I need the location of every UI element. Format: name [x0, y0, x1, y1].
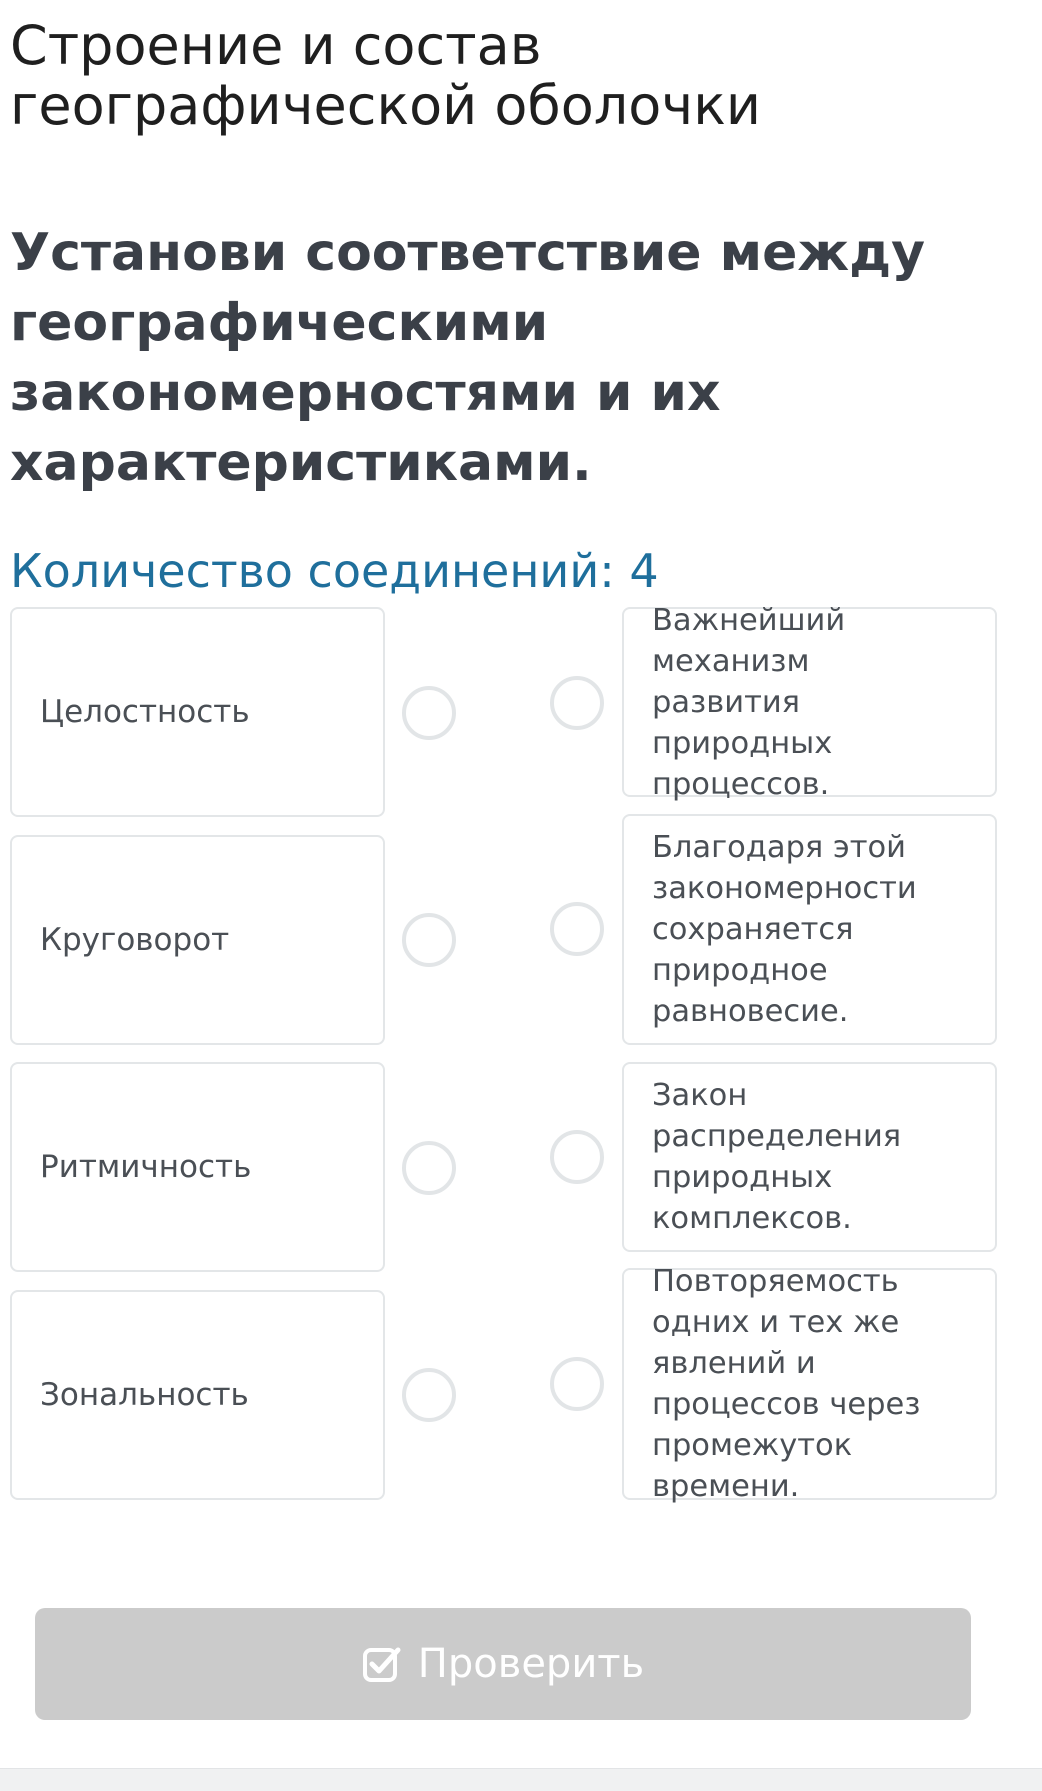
- left-connector-2[interactable]: [402, 913, 456, 967]
- left-card-label: Зональность: [40, 1377, 249, 1413]
- left-connector-3[interactable]: [402, 1141, 456, 1195]
- left-connector-1[interactable]: [402, 686, 456, 740]
- left-card-2[interactable]: [10, 835, 385, 1045]
- left-card-label: Круговорот: [40, 922, 230, 958]
- check-square-icon: [362, 1644, 402, 1684]
- connections-counter: Количество соединений: 4: [10, 544, 659, 598]
- left-card-3[interactable]: [10, 1062, 385, 1272]
- page-title: Строение и состав географической оболочки: [10, 14, 761, 137]
- check-button[interactable]: [35, 1608, 971, 1720]
- task-question: Установи соответствие между географическими закономерностями и их характеристиками.: [10, 223, 926, 493]
- right-card-label: Благодаря этой закономерности сохраняется природное равновесие.: [652, 830, 917, 1029]
- right-card-1[interactable]: [622, 602, 997, 802]
- right-card-label: Важнейший механизм развития природных процессов.: [652, 602, 846, 802]
- right-card-4[interactable]: [622, 1264, 997, 1504]
- check-button-label: Проверить: [417, 1641, 645, 1687]
- right-connector-2[interactable]: [550, 902, 604, 956]
- right-connector-3[interactable]: [550, 1130, 604, 1184]
- left-connector-4[interactable]: [402, 1368, 456, 1422]
- left-card-1[interactable]: [10, 607, 385, 817]
- right-connector-4[interactable]: [550, 1357, 604, 1411]
- left-card-label: Целостность: [40, 694, 250, 730]
- bottom-bar: [0, 1768, 1042, 1791]
- right-connector-1[interactable]: [550, 676, 604, 730]
- right-card-2[interactable]: [622, 814, 997, 1045]
- right-card-3[interactable]: [622, 1062, 997, 1252]
- left-card-4[interactable]: [10, 1290, 385, 1500]
- left-card-label: Ритмичность: [40, 1149, 252, 1185]
- right-card-label: Закон распределения природных комплексов.: [652, 1078, 902, 1236]
- right-card-label: Повторяемость одних и тех же явлений и процессов через промежуток времени.: [652, 1264, 921, 1504]
